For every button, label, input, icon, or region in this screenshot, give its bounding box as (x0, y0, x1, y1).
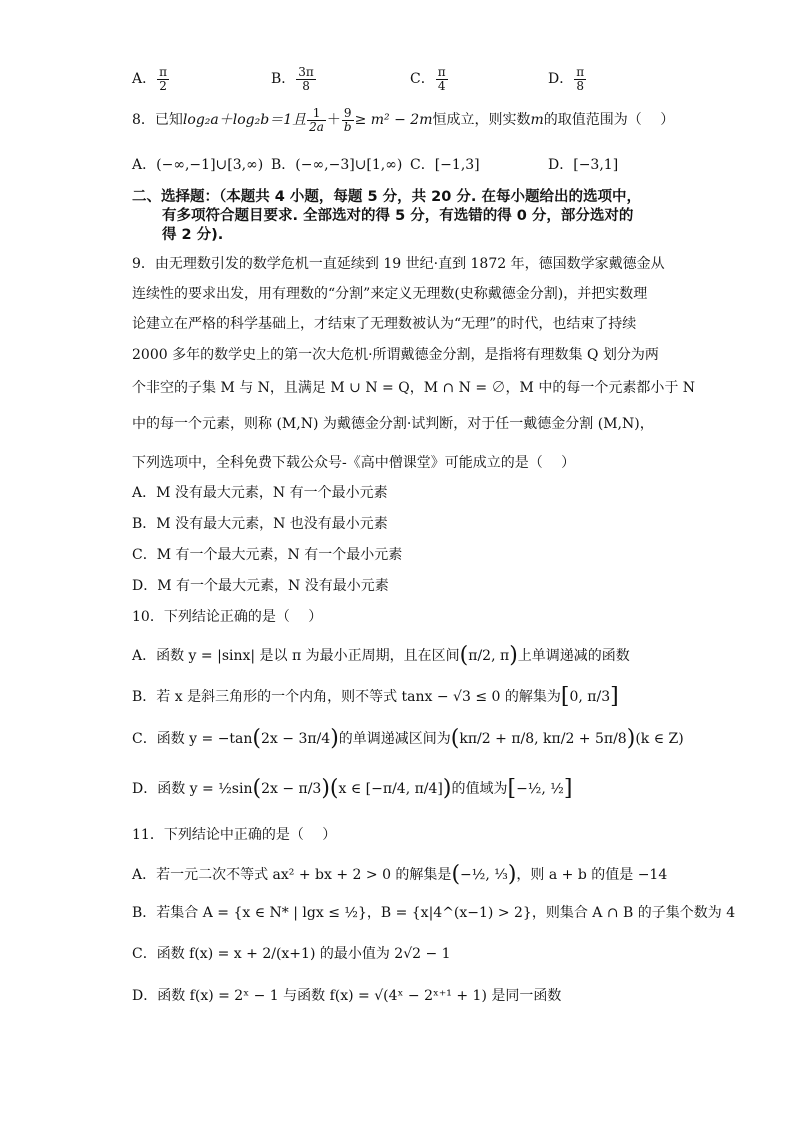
q7-option-b[interactable]: B． $\frac{3\pi}{8}$ (271, 65, 314, 93)
q11-option-a[interactable]: A．若一元二次不等式 ax² + bx + 2 > 0 的解集是(−½, ⅓)，则 a + b 的值是 −14 (132, 862, 668, 887)
q11-option-c[interactable]: C．函数 f(x) = x + 2/(x+1) 的最小值为 2√2 − 1 (132, 946, 451, 962)
q11-option-d[interactable]: D．函数 f(x) = 2ˣ − 1 与函数 f(x) = √(4ˣ − 2ˣ⁺¹ + 1) 是同一函数 (132, 988, 562, 1004)
section-heading-line-3: 得 2 分). (162, 227, 224, 243)
section-heading-line-1: 二、选择题：（本题共 4 小题，每题 5 分，共 20 分. 在每小题给出的选项中， (132, 189, 641, 205)
q7-option-c[interactable]: C． $\frac{\pi}{4}$ (410, 65, 446, 93)
q7-option-a[interactable]: A． $\frac{\pi}{2}$ (132, 65, 168, 93)
q9-line-7: 下列选项中，全科免费下载公众号-《高中僧课堂》可能成立的是（ ） (132, 455, 576, 471)
q7-option-d[interactable]: D． $\frac{\pi}{8}$ (548, 65, 585, 93)
q8-option-d[interactable]: D．[−3,1] (548, 157, 619, 173)
q9-option-b[interactable]: B．M 没有最大元素，N 也没有最小元素 (132, 516, 388, 532)
q8-option-c[interactable]: C．[−1,3] (410, 157, 480, 173)
q8-option-b[interactable]: B．(−∞,−3]∪[1,∞) (271, 157, 403, 173)
q9-line-1: 9．由无理数引发的数学危机一直延续到 19 世纪·直到 1872 年，德国数学家戴德金从 (132, 256, 665, 272)
q9-line-5: 个非空的子集 M 与 N，且满足 M ∪ N = Q，M ∩ N = ∅，M 中的每一个元素都小于 N (132, 380, 696, 396)
q9-option-a[interactable]: A．M 没有最大元素，N 有一个最小元素 (132, 485, 388, 501)
q9-line-6: 中的每一个元素，则称 (M,N) 为戴德金分割·试判断，对于任一戴德金分割 (M,N)， (132, 416, 654, 432)
q9-option-c[interactable]: C．M 有一个最大元素，N 有一个最小元素 (132, 547, 403, 563)
q10-option-b[interactable]: B．若 x 是斜三角形的一个内角，则不等式 tanx − √3 ≤ 0 的解集为[0, π/3] (132, 684, 619, 709)
q10-option-c[interactable]: C．函数 y = −tan(2x − 3π/4)的单调递减区间为(kπ/2 + π/8, kπ/2 + 5π/8)(k ∈ Z) (132, 726, 684, 751)
q9-line-2: 连续性的要求出发，用有理数的“分割”来定义无理数(史称戴德金分割)，并把实数理 (132, 286, 648, 302)
q11-option-b[interactable]: B．若集合 A = {x ∈ N* | lgx ≤ ½}，B = {x|4^(x−1) > 2}，则集合 A ∩ B 的子集个数为 4 (132, 905, 736, 921)
q10-stem: 10．下列结论正确的是（ ） (132, 609, 323, 625)
q10-option-a[interactable]: A．函数 y = |sinx| 是以 π 为最小正周期，且在区间(π/2, π)上单调递减的函数 (132, 643, 630, 668)
q11-stem: 11．下列结论中正确的是（ ） (132, 827, 337, 843)
q10-option-d[interactable]: D．函数 y = ½sin(2x − π/3)(x ∈ [−π/4, π/4])的值域为[−½, ½] (132, 776, 573, 801)
q8-option-a[interactable]: A．(−∞,−1]∪[3,∞) (132, 157, 264, 173)
section-heading-line-2: 有多项符合题目要求. 全部选对的得 5 分，有选错的得 0 分，部分选对的 (162, 208, 634, 224)
q9-line-3: 论建立在严格的科学基础上，才结束了无理数被认为“无理”的时代，也结束了持续 (132, 316, 637, 332)
q9-option-d[interactable]: D．M 有一个最大元素，N 没有最小元素 (132, 578, 389, 594)
q8-stem: 8．已知log₂a＋log₂b＝1且 $\frac{1}{2a}$ ＋ $\frac{9}{b}$ ≥ m² − 2m恒成立，则实数m的取值范围为（ ） (132, 106, 675, 134)
q9-line-4: 2000 多年的数学史上的第一次大危机·所谓戴德金分割，是指将有理数集 Q 划分为两 (132, 347, 659, 363)
